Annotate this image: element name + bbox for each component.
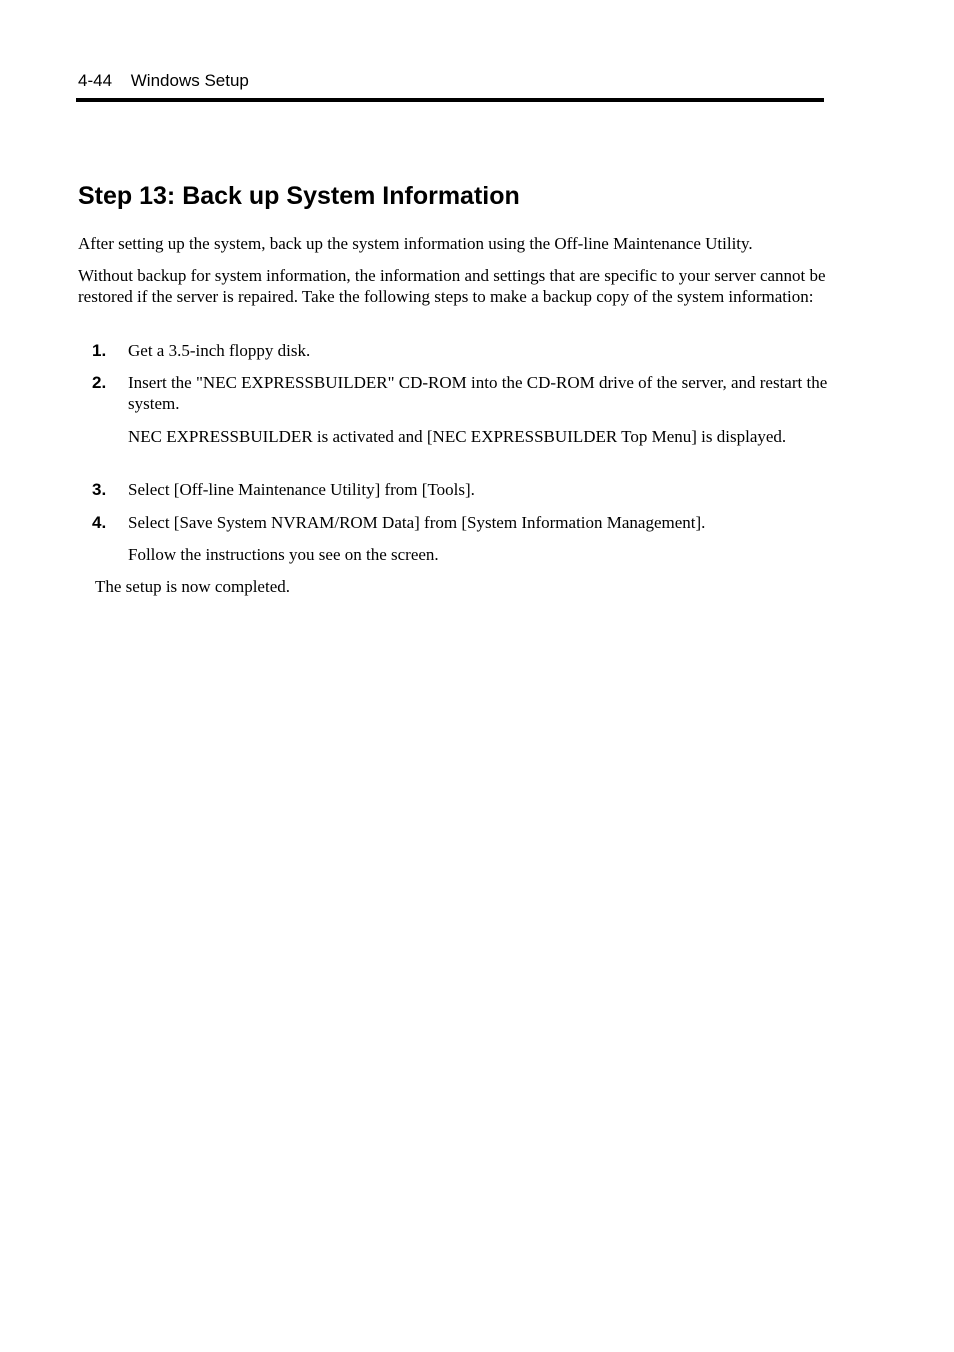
intro-paragraph-2: Without backup for system information, the information and settings that are specific to your server cannot be restored if the server is repaired. Take the following steps to make a backup copy of the system information: [78, 266, 826, 306]
step-text-1: Get a 3.5-inch floppy disk. [128, 341, 311, 360]
step-note-4: Follow the instructions you see on the screen. [128, 545, 439, 564]
step-number-1: 1. [92, 341, 107, 360]
intro-paragraph-1: After setting up the system, back up the system information using the Off-line Maintenance Utility. [78, 234, 753, 253]
step-number-4: 4. [92, 513, 107, 532]
page-header [78, 70, 249, 92]
step-number-2: 2. [92, 373, 107, 392]
step-text-3: Select [Off-line Maintenance Utility] from [Tools]. [128, 480, 475, 499]
step-number-3: 3. [92, 480, 107, 499]
step-note-2: NEC EXPRESSBUILDER is activated and [NEC EXPRESSBUILDER Top Menu] is displayed. [128, 427, 787, 446]
header-rule [76, 98, 824, 102]
running-section-title: Windows Setup [130, 71, 249, 90]
section-title: Step 13: Back up System Information [78, 182, 520, 210]
step-text-4: Select [Save System NVRAM/ROM Data] from [System Information Management]. [128, 513, 706, 532]
step-text-2: Insert the "NEC EXPRESSBUILDER" CD-ROM into the CD-ROM drive of the server, and restart the system. [128, 373, 828, 413]
page-number: 4-44 [78, 71, 113, 90]
closing-text: The setup is now completed. [95, 577, 290, 596]
